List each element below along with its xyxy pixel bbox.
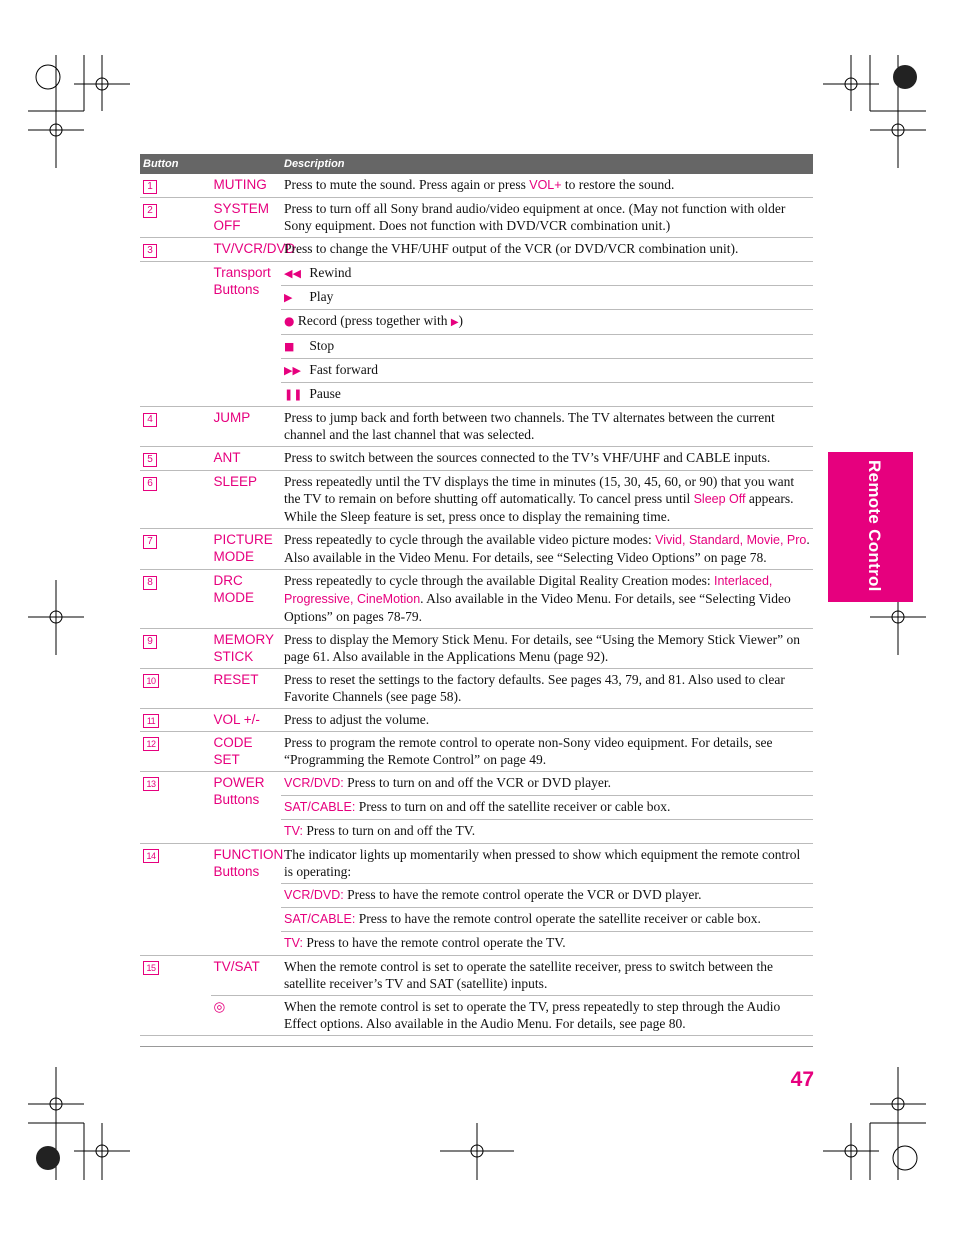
- button-number-box: 5: [143, 453, 157, 467]
- button-number-cell: [140, 198, 211, 238]
- button-number-box: 12: [143, 737, 159, 751]
- button-name-cell: ANT: [211, 447, 282, 471]
- table-row: [140, 262, 813, 286]
- button-name-cell: CODE SET: [211, 732, 282, 772]
- button-name-cell: TV/SAT: [211, 956, 282, 996]
- description-cell: Press repeatedly to cycle through the available Digital Reality Creation modes: Interlaced, Progressive, CineMotion. Also available in the Video Menu. For details, see “Selecting Video Options” on pages 78-79.: [281, 570, 813, 629]
- description-cell: Press to change the VHF/UHF output of the VCR (or DVD/VCR combination unit).: [281, 238, 813, 262]
- button-number-cell: [140, 174, 211, 198]
- button-number-cell: [140, 956, 211, 996]
- button-reference-table: [140, 154, 813, 1036]
- highlighted-term: TV:: [284, 936, 303, 950]
- transport-icon: ❚❚: [284, 388, 303, 401]
- description-cell: ■ Stop: [281, 335, 813, 359]
- description-cell: Press to reset the settings to the factory defaults. See pages 43, 79, and 81. Also used to clear Favorite Channels (see page 58).: [281, 669, 813, 709]
- button-name-cell: MUTING: [211, 174, 282, 198]
- button-name-cell: RESET: [211, 669, 282, 709]
- play-icon: ▶: [450, 317, 459, 328]
- description-cell: TV: Press to turn on and off the TV.: [281, 820, 813, 844]
- button-number-cell: [140, 844, 211, 956]
- description-cell: ● Record (press together with ▶): [281, 310, 813, 335]
- highlighted-term: VCR/DVD:: [284, 776, 344, 790]
- button-number-box: 15: [143, 961, 159, 975]
- table-row: [140, 174, 813, 198]
- table-row: [140, 772, 813, 796]
- header-description: Description: [281, 154, 813, 174]
- highlighted-term: VCR/DVD:: [284, 888, 344, 902]
- button-name-cell: VOL +/-: [211, 709, 282, 732]
- description-cell: Press repeatedly until the TV displays the time in minutes (15, 30, 45, 60, or 90) that you want the TV to remain on before shutting off automatically. To cancel press until Sleep Off appears. While the Sleep feature is set, press once to display the remaining time.: [281, 471, 813, 529]
- button-number-cell: [140, 996, 211, 1036]
- header-button: Button: [140, 154, 281, 174]
- highlighted-term: TV:: [284, 824, 303, 838]
- description-cell: Press to adjust the volume.: [281, 709, 813, 732]
- button-number-box: 4: [143, 413, 157, 427]
- button-name-cell: MEMORY STICK: [211, 629, 282, 669]
- button-number-cell: [140, 529, 211, 570]
- description-cell: When the remote control is set to operate the TV, press repeatedly to step through the Audio Effect options. Also available in the Audio Menu. For details, see page 80.: [281, 996, 813, 1036]
- button-number-box: 14: [143, 849, 159, 863]
- description-cell: SAT/CABLE: Press to turn on and off the satellite receiver or cable box.: [281, 796, 813, 820]
- description-cell: TV: Press to have the remote control operate the TV.: [281, 932, 813, 956]
- table-header-row: [140, 154, 813, 174]
- description-cell: VCR/DVD: Press to turn on and off the VCR or DVD player.: [281, 772, 813, 796]
- button-number-box: 3: [143, 244, 157, 258]
- button-number-cell: [140, 238, 211, 262]
- table-row: [140, 956, 813, 996]
- description-cell: Press to mute the sound. Press again or press VOL+ to restore the sound.: [281, 174, 813, 198]
- description-cell: ◀◀ Rewind: [281, 262, 813, 286]
- highlighted-term: Interlaced, Progressive, CineMotion: [284, 574, 773, 606]
- button-number-cell: [140, 471, 211, 529]
- button-number-cell: [140, 407, 211, 447]
- button-name-cell: SYSTEM OFF: [211, 198, 282, 238]
- page-number: 47: [790, 1068, 814, 1091]
- highlighted-term: Sleep Off: [693, 492, 746, 506]
- description-cell: VCR/DVD: Press to have the remote control operate the VCR or DVD player.: [281, 884, 813, 908]
- button-number-box: 9: [143, 635, 157, 649]
- description-cell: The indicator lights up momentarily when pressed to show which equipment the remote control is operating:: [281, 844, 813, 884]
- table-row: [140, 407, 813, 447]
- table-row: [140, 570, 813, 629]
- button-number-cell: [140, 570, 211, 629]
- button-name-cell: Transport Buttons: [211, 262, 282, 407]
- button-number-box: 1: [143, 180, 157, 194]
- transport-icon: ◀◀: [284, 267, 301, 280]
- button-name-cell: ◎: [211, 996, 282, 1036]
- button-number-cell: [140, 772, 211, 844]
- description-cell: ▶ Play: [281, 286, 813, 310]
- button-number-box: 2: [143, 204, 157, 218]
- section-tab: [828, 452, 913, 602]
- description-cell: ▶▶ Fast forward: [281, 359, 813, 383]
- table-row: [140, 669, 813, 709]
- transport-icon: ●: [284, 314, 295, 328]
- section-tab-label: Remote Control: [865, 460, 884, 592]
- description-cell: Press to jump back and forth between two channels. The TV alternates between the current channel and the last channel that was selected.: [281, 407, 813, 447]
- highlighted-term: SAT/CABLE:: [284, 912, 356, 926]
- button-number-cell: [140, 709, 211, 732]
- transport-icon: ▶: [284, 291, 293, 304]
- description-cell: ❚❚ Pause: [281, 383, 813, 407]
- button-number-cell: [140, 629, 211, 669]
- button-name-cell: SLEEP: [211, 471, 282, 529]
- transport-icon: ■: [284, 340, 295, 353]
- description-cell: When the remote control is set to operate the satellite receiver, press to switch between the satellite receiver’s TV and SAT (satellite) inputs.: [281, 956, 813, 996]
- table-row: [140, 471, 813, 529]
- button-number-box: 13: [143, 777, 159, 791]
- table-row: [140, 996, 813, 1036]
- button-name-cell: DRC MODE: [211, 570, 282, 629]
- button-name-cell: JUMP: [211, 407, 282, 447]
- button-name-cell: FUNCTION Buttons: [211, 844, 282, 956]
- table-row: [140, 709, 813, 732]
- table-row: [140, 198, 813, 238]
- button-number-box: 11: [143, 714, 159, 728]
- table-bottom-rule: [140, 1046, 813, 1047]
- button-number-box: 7: [143, 535, 157, 549]
- description-cell: Press to display the Memory Stick Menu. For details, see “Using the Memory Stick Viewer” on page 61. Also available in the Applications Menu (page 92).: [281, 629, 813, 669]
- description-cell: Press to switch between the sources connected to the TV’s VHF/UHF and CABLE inputs.: [281, 447, 813, 471]
- button-number-box: 6: [143, 477, 157, 491]
- button-name-cell: TV/VCR/DVD: [211, 238, 282, 262]
- button-number-box: 8: [143, 576, 157, 590]
- description-cell: Press to turn off all Sony brand audio/video equipment at once. (May not function with older Sony equipment. Does not function with DVD/VCR combination unit.): [281, 198, 813, 238]
- description-cell: SAT/CABLE: Press to have the remote control operate the satellite receiver or cable box.: [281, 908, 813, 932]
- table-row: [140, 447, 813, 471]
- transport-icon: ▶▶: [284, 364, 301, 377]
- button-number-cell: [140, 262, 211, 407]
- table-row: [140, 529, 813, 570]
- button-number-cell: [140, 669, 211, 709]
- table-row: [140, 732, 813, 772]
- button-number-box: 10: [143, 674, 159, 688]
- table-body: [140, 174, 813, 1036]
- highlighted-term: SAT/CABLE:: [284, 800, 356, 814]
- highlighted-term: VOL+: [529, 178, 562, 192]
- highlighted-term: Vivid, Standard, Movie, Pro: [655, 533, 807, 547]
- description-cell: Press to program the remote control to operate non-Sony video equipment. For details, see “Programming the Remote Control” on page 49.: [281, 732, 813, 772]
- button-number-cell: [140, 732, 211, 772]
- description-cell: Press repeatedly to cycle through the available video picture modes: Vivid, Standard, Movie, Pro. Also available in the Video Menu. For details, see “Selecting Video Options” on page 78.: [281, 529, 813, 570]
- button-name-cell: POWER Buttons: [211, 772, 282, 844]
- table-row: [140, 844, 813, 884]
- button-number-cell: [140, 447, 211, 471]
- button-name-cell: PICTURE MODE: [211, 529, 282, 570]
- table-row: [140, 238, 813, 262]
- table-row: [140, 629, 813, 669]
